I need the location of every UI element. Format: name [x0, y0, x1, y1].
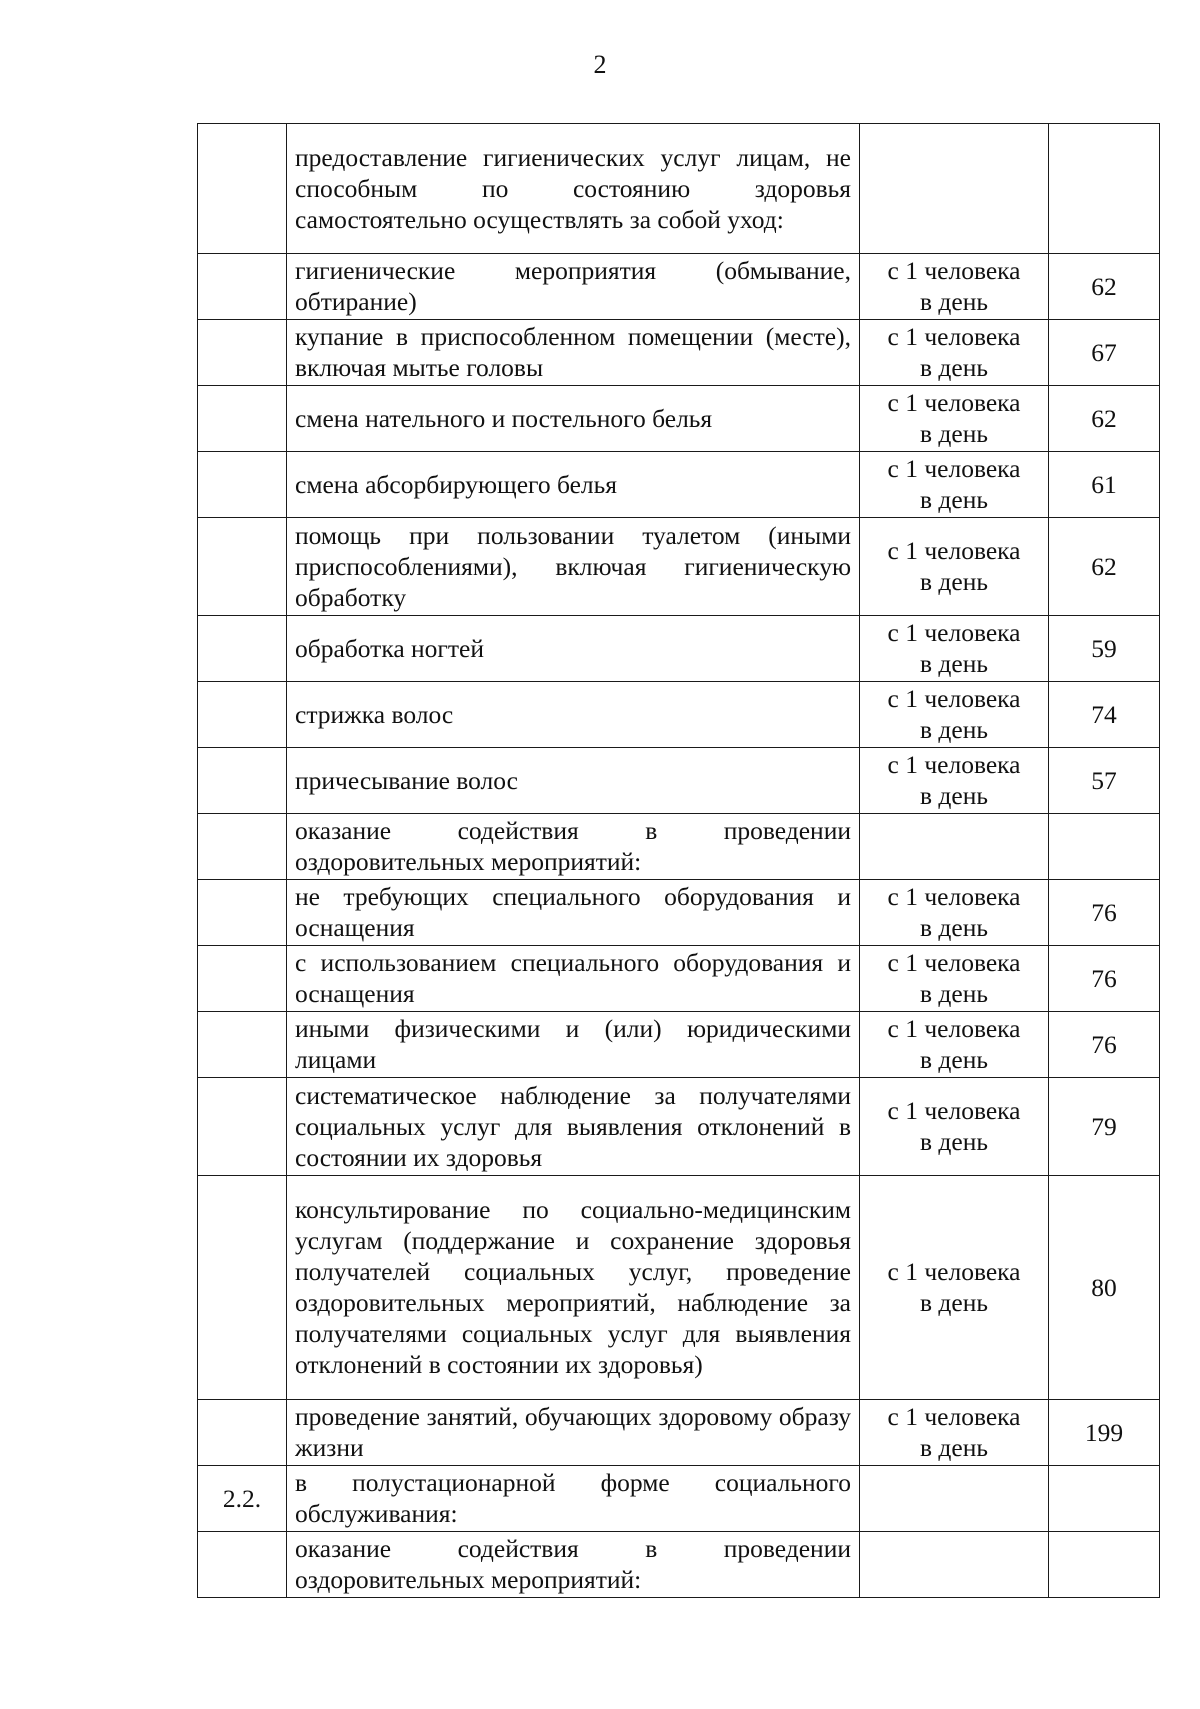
page-number: 2	[593, 50, 607, 79]
table-row	[198, 124, 1160, 254]
row-number	[198, 518, 287, 616]
unit-line: в день	[920, 649, 988, 678]
value-cell: 62	[1049, 518, 1160, 616]
unit-cell	[860, 518, 1049, 616]
service-name: обработка ногтей	[287, 616, 860, 682]
table-row	[198, 1078, 1160, 1176]
value-cell: 79	[1049, 1078, 1160, 1176]
unit-cell	[860, 452, 1049, 518]
value-cell	[1049, 1466, 1160, 1532]
service-name: не требующих специального оборудования и оснащения	[287, 880, 860, 946]
unit-line: в день	[920, 567, 988, 596]
value-cell	[1049, 814, 1160, 880]
table-row	[198, 616, 1160, 682]
unit-line: в день	[920, 979, 988, 1008]
table-row	[198, 814, 1160, 880]
row-number	[198, 880, 287, 946]
unit-cell	[860, 616, 1049, 682]
value-cell: 62	[1049, 386, 1160, 452]
unit-cell	[860, 1400, 1049, 1466]
value-cell: 199	[1049, 1400, 1160, 1466]
service-name: смена нательного и постельного белья	[287, 386, 860, 452]
unit-line: с 1 человека	[887, 1096, 1021, 1125]
unit-cell	[860, 814, 1049, 880]
row-number	[198, 616, 287, 682]
service-name: причесывание волос	[287, 748, 860, 814]
unit-cell	[860, 386, 1049, 452]
unit-line: с 1 человека	[887, 618, 1021, 647]
unit-line: в день	[920, 715, 988, 744]
unit-cell	[860, 320, 1049, 386]
row-number	[198, 1078, 287, 1176]
value-cell: 67	[1049, 320, 1160, 386]
value-cell: 61	[1049, 452, 1160, 518]
table-row	[198, 946, 1160, 1012]
row-number: 2.2.	[198, 1466, 287, 1532]
value-cell: 59	[1049, 616, 1160, 682]
unit-cell	[860, 1466, 1049, 1532]
service-name: стрижка волос	[287, 682, 860, 748]
unit-line: в день	[920, 1433, 988, 1462]
unit-line: в день	[920, 913, 988, 942]
service-name: помощь при пользовании туалетом (иными приспособлениями), включая гигиеническую обработку	[287, 518, 860, 616]
unit-line: с 1 человека	[887, 948, 1021, 977]
table-row	[198, 452, 1160, 518]
unit-line: в день	[920, 1045, 988, 1074]
table-row	[198, 386, 1160, 452]
service-name: иными физическими и (или) юридическими лицами	[287, 1012, 860, 1078]
unit-cell	[860, 1532, 1049, 1598]
row-number	[198, 1012, 287, 1078]
row-number	[198, 1400, 287, 1466]
service-name: оказание содействия в проведении оздоровительных мероприятий:	[287, 1532, 860, 1598]
table-row	[198, 1176, 1160, 1400]
unit-line: с 1 человека	[887, 750, 1021, 779]
value-cell: 57	[1049, 748, 1160, 814]
row-number	[198, 748, 287, 814]
unit-cell	[860, 748, 1049, 814]
unit-line: с 1 человека	[887, 536, 1021, 565]
table-row	[198, 1012, 1160, 1078]
table-row	[198, 748, 1160, 814]
row-number	[198, 386, 287, 452]
unit-cell	[860, 1078, 1049, 1176]
service-name: предоставление гигиенических услуг лицам, не способным по состоянию здоровья самостоятельно осуществлять за собой уход:	[287, 124, 860, 254]
table-row	[198, 254, 1160, 320]
value-cell: 76	[1049, 1012, 1160, 1078]
row-number	[198, 946, 287, 1012]
unit-cell	[860, 880, 1049, 946]
value-cell: 74	[1049, 682, 1160, 748]
unit-line: с 1 человека	[887, 882, 1021, 911]
unit-cell	[860, 682, 1049, 748]
service-name: гигиенические мероприятия (обмывание, обтирание)	[287, 254, 860, 320]
unit-cell	[860, 1176, 1049, 1400]
value-cell: 62	[1049, 254, 1160, 320]
value-cell: 76	[1049, 946, 1160, 1012]
unit-cell	[860, 946, 1049, 1012]
unit-line: в день	[920, 1127, 988, 1156]
row-number	[198, 1532, 287, 1598]
service-name: купание в приспособленном помещении (месте), включая мытье головы	[287, 320, 860, 386]
row-number	[198, 320, 287, 386]
value-cell: 80	[1049, 1176, 1160, 1400]
service-name: проведение занятий, обучающих здоровому образу жизни	[287, 1400, 860, 1466]
table-row	[198, 320, 1160, 386]
table-row	[198, 1466, 1160, 1532]
unit-line: в день	[920, 419, 988, 448]
unit-line: с 1 человека	[887, 684, 1021, 713]
unit-line: с 1 человека	[887, 388, 1021, 417]
value-cell: 76	[1049, 880, 1160, 946]
service-name: систематическое наблюдение за получателями социальных услуг для выявления отклонений в состоянии их здоровья	[287, 1078, 860, 1176]
services-table	[197, 123, 1160, 1598]
unit-line: в день	[920, 353, 988, 382]
row-number	[198, 814, 287, 880]
table-row	[198, 682, 1160, 748]
table-row	[198, 880, 1160, 946]
unit-line: с 1 человека	[887, 454, 1021, 483]
value-cell	[1049, 1532, 1160, 1598]
unit-line: в день	[920, 287, 988, 316]
table-row	[198, 1400, 1160, 1466]
unit-line: с 1 человека	[887, 1402, 1021, 1431]
unit-line: с 1 человека	[887, 322, 1021, 351]
unit-cell	[860, 254, 1049, 320]
unit-line: с 1 человека	[887, 256, 1021, 285]
service-name: оказание содействия в проведении оздоровительных мероприятий:	[287, 814, 860, 880]
unit-line: с 1 человека	[887, 1014, 1021, 1043]
service-name: с использованием специального оборудования и оснащения	[287, 946, 860, 1012]
row-number	[198, 254, 287, 320]
unit-cell	[860, 1012, 1049, 1078]
service-name: консультирование по социально-медицинским услугам (поддержание и сохранение здоровья получателей социальных услуг, проведение оздоровительных мероприятий, наблюдение за получателями социальных услуг для выявления отклонений в состоянии их здоровья)	[287, 1176, 860, 1400]
service-name: в полустационарной форме социального обслуживания:	[287, 1466, 860, 1532]
row-number	[198, 682, 287, 748]
service-name: смена абсорбирующего белья	[287, 452, 860, 518]
table-row	[198, 518, 1160, 616]
row-number	[198, 124, 287, 254]
unit-line: в день	[920, 1288, 988, 1317]
table-row	[198, 1532, 1160, 1598]
unit-line: в день	[920, 781, 988, 810]
unit-cell	[860, 124, 1049, 254]
value-cell	[1049, 124, 1160, 254]
unit-line: с 1 человека	[887, 1257, 1021, 1286]
row-number	[198, 1176, 287, 1400]
row-number	[198, 452, 287, 518]
unit-line: в день	[920, 485, 988, 514]
